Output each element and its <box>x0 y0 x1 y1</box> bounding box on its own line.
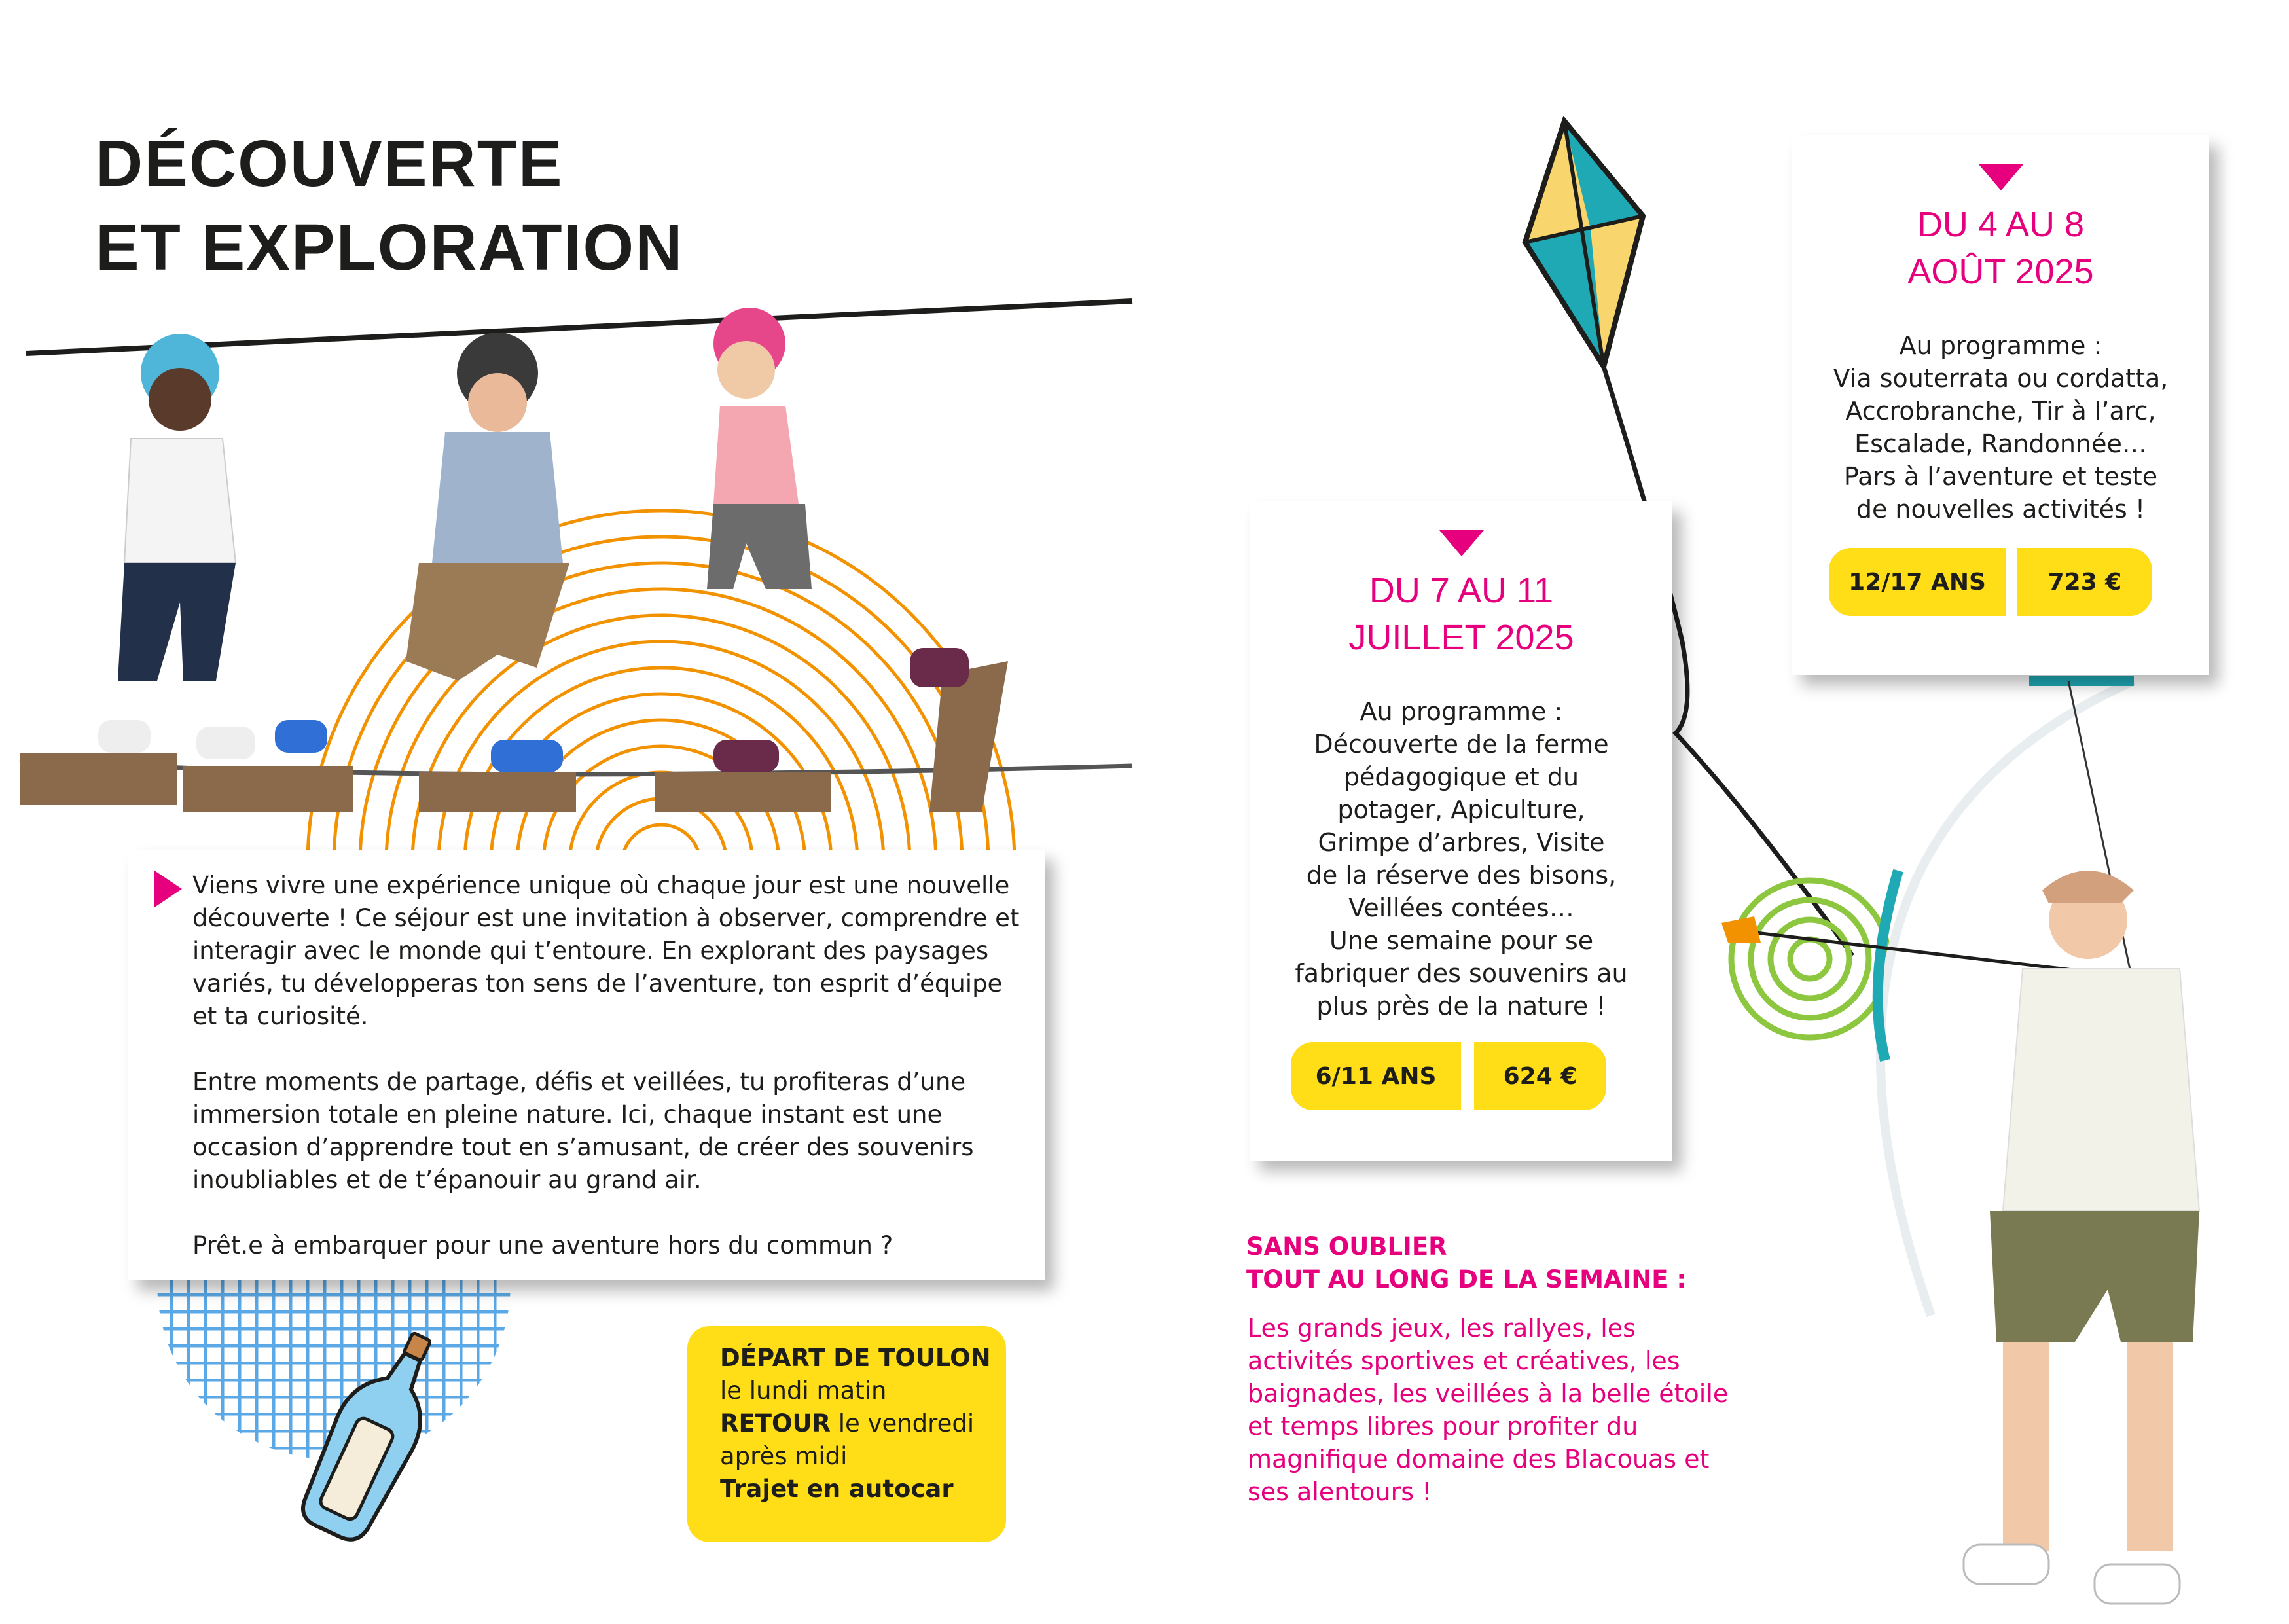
pink-triangle-icon <box>1979 164 2023 190</box>
extras-text: Les grands jeux, les rallyes, les activités sportives et créatives, les baignades, les veillées à la belle étoile et temps libres pour profiter du magnifique domaine des Blacouas et ses alentours ! <box>1248 1314 1729 1506</box>
return-label: RETOUR <box>720 1409 831 1437</box>
program-line: plus près de la nature ! <box>1316 992 1606 1020</box>
program-line: Découverte de la ferme <box>1314 730 1609 759</box>
program-line: Escalade, Randonnée… <box>1854 429 2147 458</box>
program-line: de la réserve des bisons, <box>1306 861 1617 890</box>
session-program <box>1792 329 2209 526</box>
age-badge: 12/17 ANS <box>1829 548 2006 616</box>
program-line: Une semaine pour se <box>1329 926 1594 955</box>
page-title <box>96 122 683 289</box>
intro-paragraph-3: Prêt.e à embarquer pour une aventure hors du commun ? <box>192 1231 893 1259</box>
pink-triangle-icon <box>1439 530 1484 556</box>
program-line: Accrobranche, Tir à l’arc, <box>1845 397 2156 425</box>
session-date-line2: JUILLET 2025 <box>1348 618 1574 657</box>
program-line: fabriquer des souvenirs au <box>1295 959 1628 988</box>
session-program <box>1250 695 1672 1022</box>
return-when-2: après midi <box>720 1442 848 1470</box>
session-card-august <box>1792 135 2209 675</box>
page-title-line1: DÉCOUVERTE <box>96 127 564 200</box>
extras-title <box>1246 1231 1686 1296</box>
page-title-line2: ET EXPLORATION <box>96 211 684 284</box>
session-card-july <box>1250 501 1672 1161</box>
pink-triangle-icon <box>154 871 182 907</box>
program-line: pédagogique et du <box>1343 763 1579 791</box>
intro-paragraph-2: Entre moments de partage, défis et veillées, tu profiteras d’une immersion totale en pleine nature. Ici, chaque instant est une occasion d’apprendre tout en s’amusant, de créer des souvenirs inoubliables et de t’épanouir au grand air. <box>192 1068 974 1194</box>
age-badge: 6/11 ANS <box>1291 1042 1461 1110</box>
intro-paragraph-1: Viens vivre une expérience unique où chaque jour est une nouvelle découverte ! Ce séjour est une invitation à observer, comprendre et interagir avec le monde qui t’entoure. En explorant des paysages variés, tu développeras ton sens de l’aventure, ton esprit d’équipe et ta curiosité. <box>192 871 1020 1030</box>
session-date-line1: DU 7 AU 11 <box>1369 571 1554 610</box>
session-date-line2: AOÛT 2025 <box>1907 252 2094 291</box>
session-date <box>1250 567 1672 661</box>
departure-info <box>720 1342 991 1506</box>
archer-boy-illustration <box>1721 681 2199 1604</box>
session-date <box>1792 201 2209 295</box>
return-line <box>720 1407 991 1440</box>
extras-title-line2: TOUT AU LONG DE LA SEMAINE : <box>1246 1265 1687 1293</box>
intro-text <box>192 869 1030 1295</box>
archery-target-icon <box>1731 880 1888 1038</box>
price-badge: 624 € <box>1474 1042 1606 1110</box>
program-line: potager, Apiculture, <box>1337 795 1585 824</box>
program-line: Via souterrata ou cordatta, <box>1833 364 2169 393</box>
program-line: Grimpe d’arbres, Visite <box>1318 828 1605 857</box>
price-badge: 723 € <box>2017 548 2152 616</box>
transport: Trajet en autocar <box>720 1475 954 1503</box>
extras-title-line1: SANS OUBLIER <box>1246 1233 1447 1261</box>
climbing-kids-illustration <box>98 308 969 772</box>
program-line: Pars à l’aventure et teste <box>1843 462 2158 491</box>
program-line: de nouvelles activités ! <box>1856 495 2146 524</box>
program-line: Veillées contées… <box>1348 893 1574 922</box>
program-line: Au programme : <box>1899 331 2102 360</box>
departure-when: le lundi matin <box>720 1377 887 1405</box>
return-when: le vendredi <box>838 1409 975 1437</box>
departure-label: DÉPART DE TOULON <box>720 1344 991 1372</box>
session-date-line1: DU 4 AU 8 <box>1917 205 2085 244</box>
program-line: Au programme : <box>1360 697 1563 726</box>
